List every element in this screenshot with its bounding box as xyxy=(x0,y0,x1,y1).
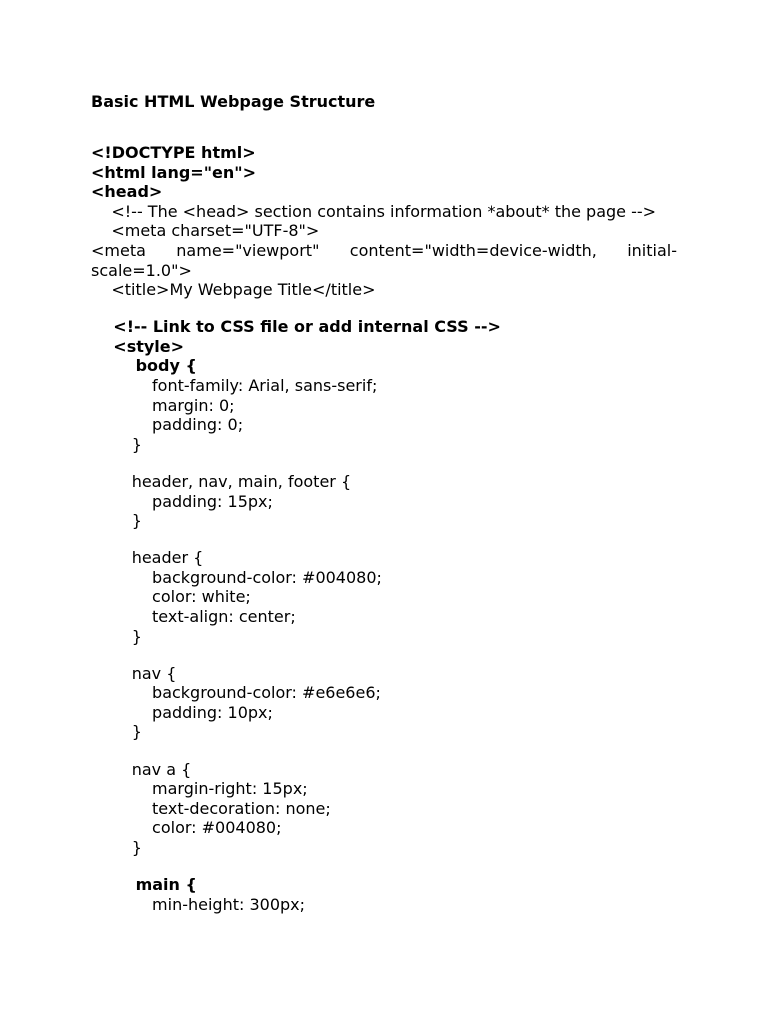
code-line: <head> xyxy=(91,182,163,202)
code-line: text-align: center; xyxy=(91,606,296,626)
code-line: } xyxy=(91,434,142,454)
blank-line xyxy=(91,858,691,876)
code-line: header, nav, main, footer { xyxy=(91,471,352,491)
code-line: padding: 10px; xyxy=(91,702,273,722)
blank-line xyxy=(91,300,691,318)
code-line: <!-- Link to CSS file or add internal CSS --> xyxy=(91,317,501,337)
blank-line xyxy=(91,646,691,664)
code-line: } xyxy=(91,722,142,742)
code-line: <style> xyxy=(91,336,185,356)
code-line: nav a { xyxy=(91,759,192,779)
code-line: text-decoration: none; xyxy=(91,798,331,818)
code-line: } xyxy=(91,626,142,646)
code-line: <!DOCTYPE html> xyxy=(91,143,256,162)
code-line: } xyxy=(91,511,142,531)
document-title: Basic HTML Webpage Structure xyxy=(91,92,376,111)
code-line: } xyxy=(91,837,142,857)
code-line: font-family: Arial, sans-serif; xyxy=(91,376,378,396)
code-line: nav { xyxy=(91,663,177,683)
code-listing xyxy=(91,143,691,914)
code-line: <title>My Webpage Title</title> xyxy=(91,280,376,300)
code-line: background-color: #e6e6e6; xyxy=(91,683,381,703)
code-line: min-height: 300px; xyxy=(91,894,306,914)
blank-line xyxy=(91,531,691,549)
code-line: padding: 0; xyxy=(91,415,244,435)
code-line: padding: 15px; xyxy=(91,491,273,511)
code-line: <!-- The <head> section contains information *about* the page --> xyxy=(91,201,657,221)
code-line: <meta name="viewport" content="width=device-width, initial- xyxy=(91,240,677,260)
code-line: background-color: #004080; xyxy=(91,567,382,587)
code-line: header { xyxy=(91,548,204,568)
code-line: main { xyxy=(91,875,197,894)
blank-line xyxy=(91,742,691,760)
code-line: margin-right: 15px; xyxy=(91,779,308,799)
code-line: scale=1.0"> xyxy=(91,260,192,280)
code-line: <meta charset="UTF-8"> xyxy=(91,221,320,241)
code-line: <html lang="en"> xyxy=(91,162,257,182)
code-line: color: #004080; xyxy=(91,818,282,838)
code-line: margin: 0; xyxy=(91,395,235,415)
code-line: body { xyxy=(91,356,197,376)
blank-line xyxy=(91,454,691,472)
code-line: color: white; xyxy=(91,587,251,607)
